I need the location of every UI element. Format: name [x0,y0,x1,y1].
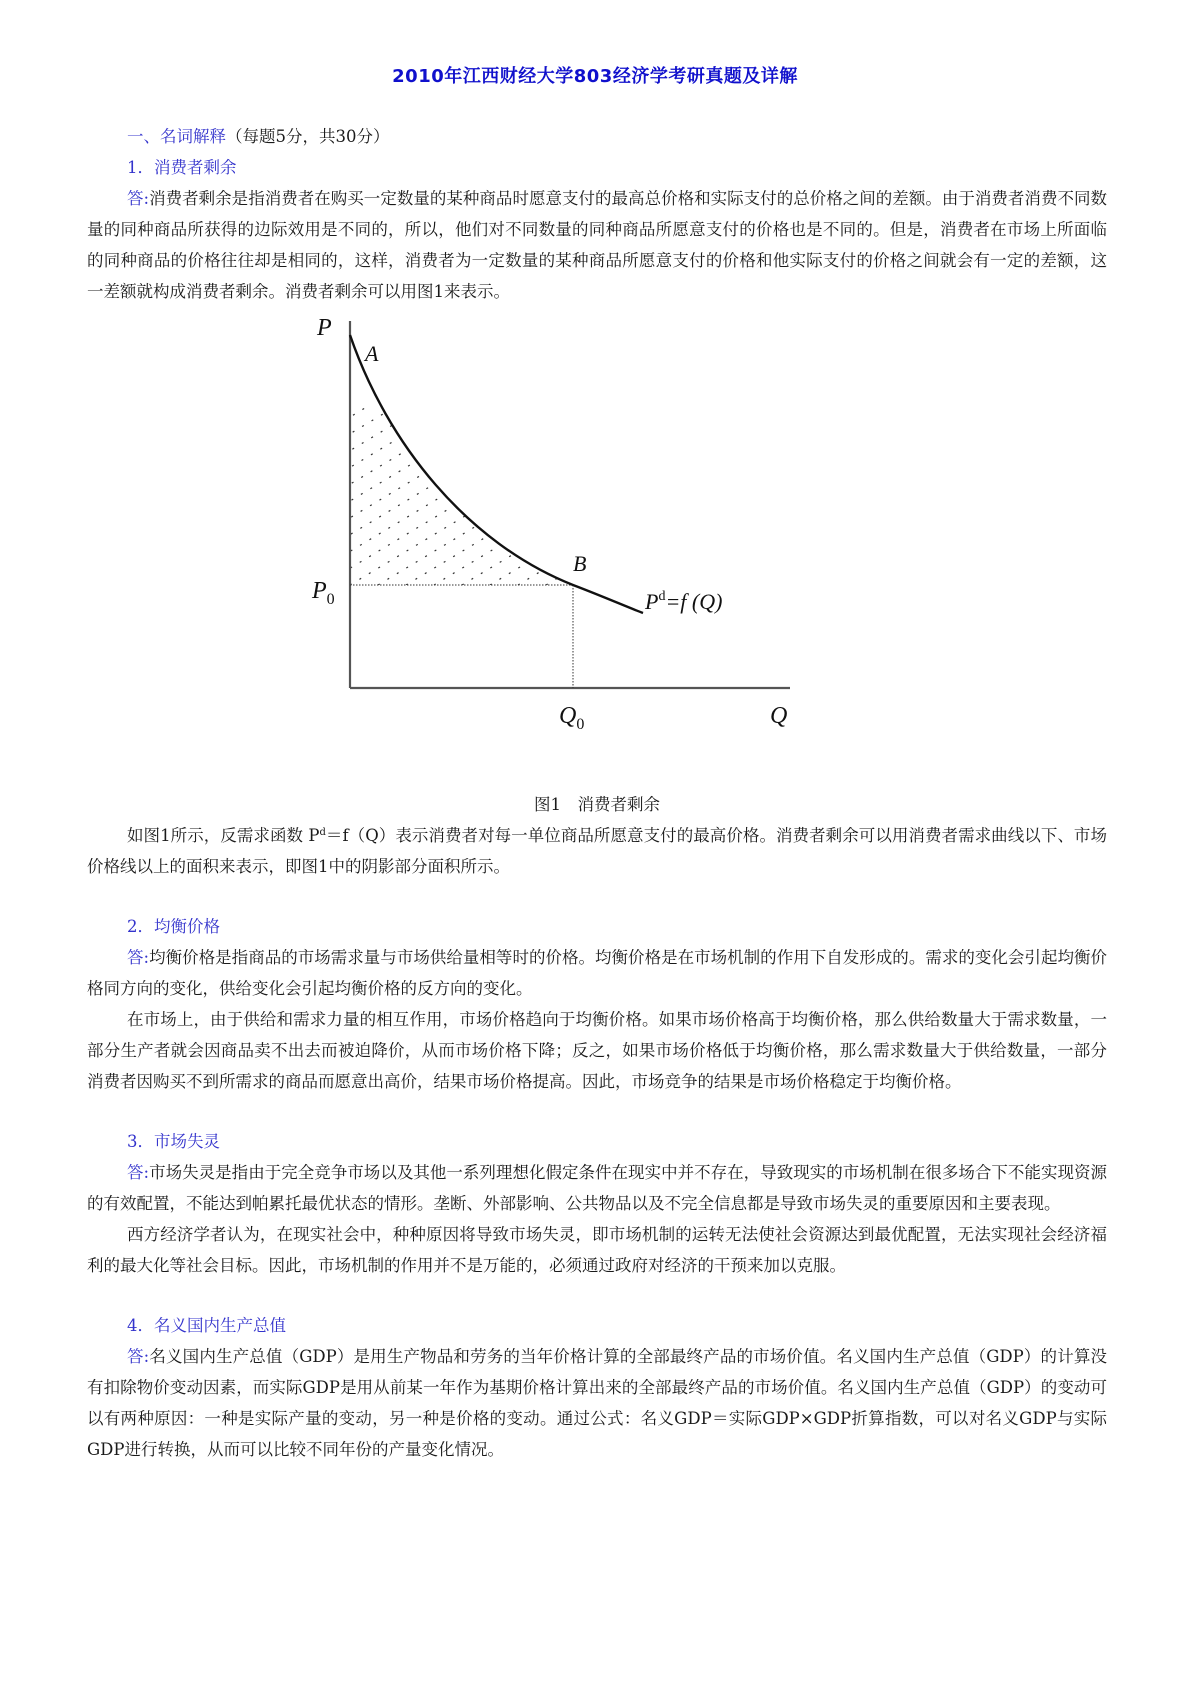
hatch-line [938,405,1107,585]
hatch-line [742,405,1042,585]
explanation-post: ＝f（Q）表示消费者对每一单位商品所愿意支付的最高价格。消费者剩余可以用消费者需求曲线以下、市场价格线以上的面积来表示，即图1中的阴影部分面积所示。 [87,826,1107,876]
answer-label: 答: [127,1163,150,1182]
curve-label-sup: d [658,589,666,604]
question-2-heading: 2．均衡价格 [127,917,220,936]
question-2-paragraph-2: 在市场上，由于供给和需求力量的相互作用，市场价格趋向于均衡价格。如果市场价格高于均衡价格，那么供给数量大于需求数量，一部分生产者就会因商品卖不出去而被迫降价，从而市场价格下降；反之，如果市场价格低于均衡价格，那么需求数量大于供给数量，一部分消费者因购买不到所需求的商品而愿意出高价，结果市场价格提高。因此，市场竞争的结果是市场价格稳定于均衡价格。 [87,1010,1107,1091]
question-4-answer [87,1341,1107,1465]
hatch-line [126,405,426,585]
question-3-heading: 3．市场失灵 [127,1132,220,1151]
price-p0-base: P [312,578,327,604]
answer-text: 消费者剩余是指消费者在购买一定数量的某种商品时愿意支付的最高总价格和实际支付的总价格之间的差额。由于消费者消费不同数量的同种商品所获得的边际效用是不同的，所以，他们对不同数量的同种商品所愿意支付的价格也是不同的。但是，消费者在市场上所面临的同种商品的价格往往却是相同的，这样，消费者为一定数量的某种商品所愿意支付的价格和他实际支付的价格之间就会有一定的差额，这一差额就构成消费者剩余。消费者剩余可以用图1来表示。 [87,189,1107,301]
hatch-line [714,405,1014,585]
explanation-sup: d [319,827,326,838]
hatch-line [238,405,538,585]
hatch-line [1106,405,1107,585]
question-4-heading: 4．名义国内生产总值 [127,1316,286,1335]
section-title: 一、名词解释 [127,127,226,146]
price-p0-sub: 0 [326,591,335,608]
hatch-line [826,405,1107,585]
hatch-line [910,405,1107,585]
answer-text: 名义国内生产总值（GDP）是用生产物品和劳务的当年价格计算的全部最终产品的市场价值。名义国内生产总值（GDP）的计算没有扣除物价变动因素，而实际GDP是用从前某一年作为基期价格计算出来的全部最终产品的市场价值。名义国内生产总值（GDP）的变动可以有两种原因：一种是实际产量的变动，另一种是价格的变动。通过公式：名义GDP＝实际GDP×GDP折算指数，可以对名义GDP与实际GDP进行转换，从而可以比较不同年份的产量变化情况。 [87,1347,1107,1459]
answer-text: 市场失灵是指由于完全竞争市场以及其他一系列理想化假定条件在现实中并不存在，导致现实的市场机制在很多场合下不能实现资源的有效配置，不能达到帕累托最优状态的情形。垄断、外部影响、公共物品以及不完全信息都是导致市场失灵的重要原因和主要表现。 [87,1163,1107,1213]
price-p0-label [311,578,335,608]
hatch-line [182,405,482,585]
question-2-answer [87,942,1107,1004]
hatch-line [574,405,874,585]
answer-label: 答: [127,1347,150,1366]
hatch-line [154,405,454,585]
hatch-line [462,405,762,585]
answer-text: 均衡价格是指商品的市场需求量与市场供给量相等时的价格。均衡价格是在市场机制的作用下自发形成的。需求的变化会引起均衡价格同方向的变化，供给变化会引起均衡价格的反方向的变化。 [87,948,1107,998]
hatch-line [854,405,1107,585]
figure-consumer-surplus [87,313,1107,783]
hatch-line [210,405,510,585]
explanation-pre: 如图1所示，反需求函数 P [127,826,320,845]
hatch-line [630,405,930,585]
hatch-line [994,405,1107,585]
answer-label: 答: [127,189,150,208]
document-body [87,121,1107,1465]
figure-caption: 图1 消费者剩余 [534,795,660,814]
hatch-line [490,405,790,585]
question-1-answer [87,183,1107,307]
shaded-hatch [87,405,1107,585]
section-heading [87,121,1107,152]
question-1-heading: 1．消费者剩余 [127,158,237,177]
hatch-line [1078,405,1107,585]
hatch-line [87,405,370,585]
hatch-line [882,405,1107,585]
hatch-line [406,405,706,585]
hatch-line [966,405,1107,585]
section-note: （每题5分，共30分） [226,127,390,146]
hatch-line [518,405,818,585]
consumer-surplus-diagram [87,313,1107,783]
quantity-q0-base: Q [559,703,577,729]
quantity-q0-label [559,703,584,733]
curve-label-rest: =f (Q) [665,589,723,614]
point-a-label: A [365,341,379,366]
hatch-line [546,405,846,585]
question-1-explanation [87,820,1107,882]
hatch-line [378,405,678,585]
hatch-line [658,405,958,585]
hatch-line [602,405,902,585]
document-title: 2010年江西财经大学803经济学考研真题及详解 [392,66,798,87]
hatch-line [770,405,1070,585]
answer-label: 答: [127,948,150,967]
question-3-answer [87,1157,1107,1219]
demand-curve-label [644,589,722,614]
point-b-label: B [573,551,587,576]
demand-curve [350,335,643,613]
hatch-line [1050,405,1107,585]
quantity-q0-sub: 0 [576,716,585,733]
hatch-line [798,405,1098,585]
x-axis-label: Q [770,703,788,729]
hatch-line [98,405,398,585]
hatch-line [686,405,986,585]
question-3-paragraph-2: 西方经济学者认为，在现实社会中，种种原因将导致市场失灵，即市场机制的运转无法使社会资源达到最优配置，无法实现社会经济福利的最大化等社会目标。因此，市场机制的作用并不是万能的，必须通过政府对经济的干预来加以克服。 [87,1225,1107,1275]
curve-label-base: P [645,589,659,614]
y-axis-label: P [317,315,332,341]
hatch-line [1022,405,1107,585]
